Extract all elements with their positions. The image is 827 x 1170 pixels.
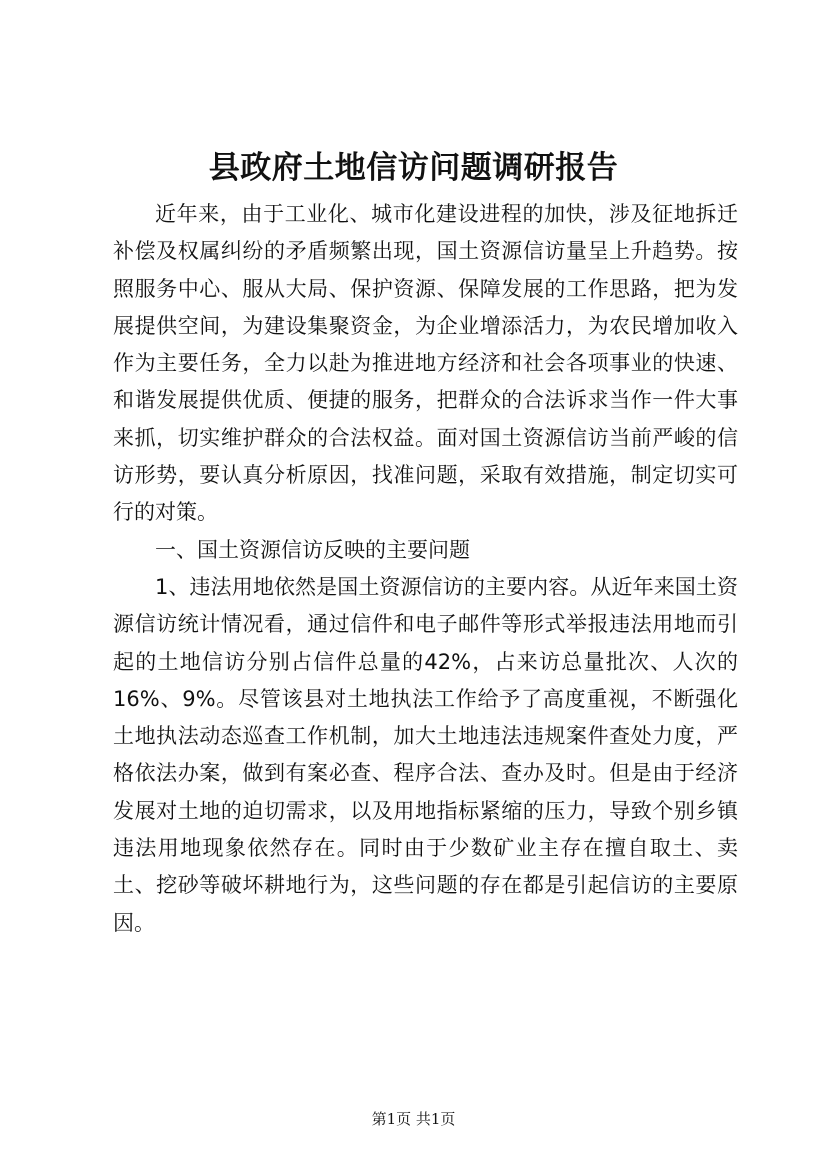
document-body: [113, 196, 738, 942]
document-title: 县政府土地信访问题调研报告: [208, 150, 619, 186]
page-footer: 第1页 共1页: [371, 1110, 456, 1128]
paragraph-illegal-land-use: 1、违法用地依然是国土资源信访的主要内容。从近年来国土资源信访统计情况看，通过信件和电子邮件等形式举报违法用地而引起的土地信访分别占信件总量的42%，占来访总量批次、人次的16%、9%。尽管该县对土地执法工作给予了高度重视，不断强化土地执法动态巡查工作机制，加大土地违法违规案件查处力度，严格依法办案，做到有案必查、程序合法、查办及时。但是由于经济发展对土地的迫切需求，以及用地指标紧缩的压力，导致个别乡镇违法用地现象依然存在。同时由于少数矿业主存在擅自取土、卖土、挖砂等破坏耕地行为，这些问题的存在都是引起信访的主要原因。: [113, 574, 738, 935]
section-heading: 一、国土资源信访反映的主要问题: [155, 537, 470, 562]
paragraph-intro: 近年来，由于工业化、城市化建设进程的加快，涉及征地拆迁补偿及权属纠纷的矛盾频繁出现，国土资源信访量呈上升趋势。按照服务中心、服从大局、保护资源、保障发展的工作思路，把为发展提供空间，为建设集聚资金，为企业增添活力，为农民增加收入作为主要任务，全力以赴为推进地方经济和社会各项事业的快速、和谐发展提供优质、便捷的服务，把群众的合法诉求当作一件大事来抓，切实维护群众的合法权益。面对国土资源信访当前严峻的信访形势，要认真分析原因，找准问题，采取有效措施，制定切实可行的对策。: [113, 202, 738, 525]
